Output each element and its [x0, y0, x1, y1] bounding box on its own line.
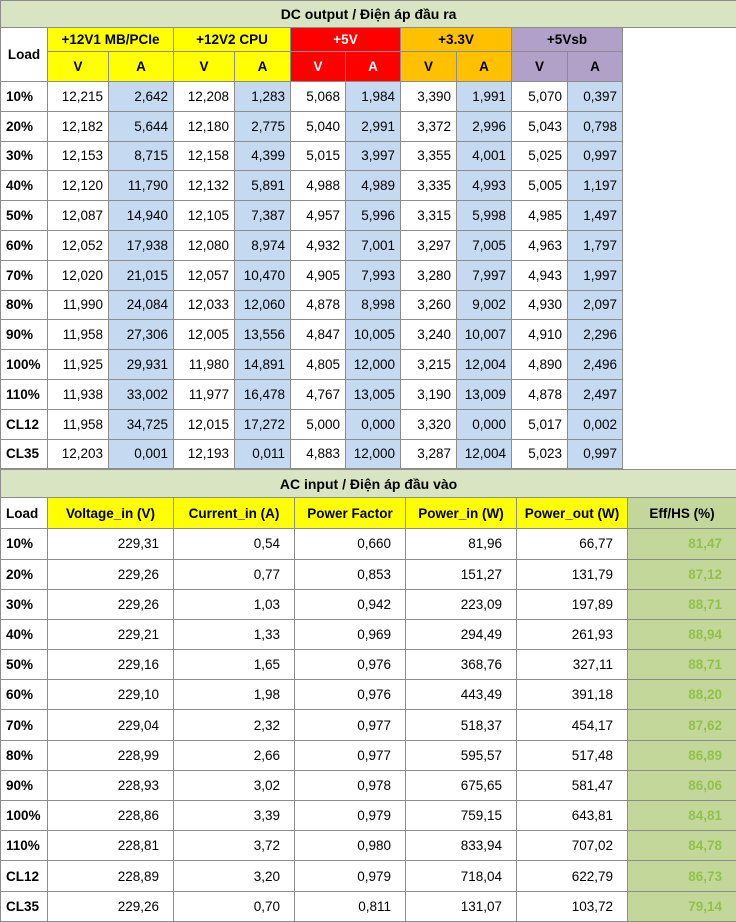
amp-cell-5v: 8,998 [346, 290, 401, 320]
power-factor-cell: 0,811 [295, 891, 406, 921]
amp-cell-5vsb: 1,997 [568, 260, 623, 290]
amp-cell-3v3: 5,998 [457, 201, 512, 231]
dc-load-cell: 90% [1, 320, 48, 350]
ac-row [1, 831, 736, 861]
power-in-cell: 759,15 [406, 801, 517, 831]
voltage-in-cell: 229,16 [48, 650, 174, 680]
power-in-cell: 833,94 [406, 831, 517, 861]
power-out-cell: 454,17 [517, 710, 628, 740]
volt-cell-12v1: 12,020 [48, 260, 109, 290]
amp-cell-12v1: 11,790 [109, 171, 174, 201]
power-factor-cell: 0,969 [295, 619, 406, 649]
power-in-cell: 151,27 [406, 559, 517, 589]
efficiency-cell: 88,71 [628, 650, 736, 680]
col-v-12v2: V [174, 52, 235, 82]
amp-cell-12v2: 13,556 [235, 320, 291, 350]
volt-cell-5vsb: 4,985 [512, 201, 568, 231]
amp-cell-3v3: 12,004 [457, 439, 512, 469]
amp-cell-5v: 12,000 [346, 439, 401, 469]
ac-load-cell: 110% [1, 831, 48, 861]
ac-row [1, 680, 736, 710]
volt-cell-5vsb: 4,963 [512, 230, 568, 260]
volt-cell-5v: 4,847 [291, 320, 346, 350]
efficiency-cell: 88,94 [628, 619, 736, 649]
volt-cell-3v3: 3,297 [401, 230, 457, 260]
volt-cell-12v2: 12,015 [174, 409, 235, 439]
volt-cell-12v2: 12,080 [174, 230, 235, 260]
volt-cell-12v2: 12,057 [174, 260, 235, 290]
power-factor-cell: 0,977 [295, 710, 406, 740]
power-in-cell: 595,57 [406, 740, 517, 770]
ac-header-3: Power Factor [295, 498, 406, 529]
volt-cell-5v: 5,015 [291, 141, 346, 171]
volt-cell-5vsb: 5,005 [512, 171, 568, 201]
amp-cell-3v3: 4,001 [457, 141, 512, 171]
volt-cell-5vsb: 4,930 [512, 290, 568, 320]
volt-cell-5v: 5,000 [291, 409, 346, 439]
amp-cell-5v: 10,005 [346, 320, 401, 350]
ac-load-cell: 30% [1, 589, 48, 619]
efficiency-cell: 79,14 [628, 891, 736, 921]
amp-cell-5v: 7,001 [346, 230, 401, 260]
ac-header-0: Load [1, 498, 48, 529]
amp-cell-3v3: 0,000 [457, 409, 512, 439]
ac-load-cell: 50% [1, 650, 48, 680]
current-in-cell: 1,03 [174, 589, 295, 619]
amp-cell-12v2: 14,891 [235, 350, 291, 380]
dc-load-cell: 30% [1, 141, 48, 171]
efficiency-cell: 84,81 [628, 801, 736, 831]
rail-header-12v2: +12V2 CPU [174, 28, 291, 52]
rail-header-12v1: +12V1 MB/PCIe [48, 28, 174, 52]
ac-header-1: Voltage_in (V) [48, 498, 174, 529]
efficiency-cell: 88,20 [628, 680, 736, 710]
current-in-cell: 2,66 [174, 740, 295, 770]
amp-cell-3v3: 9,002 [457, 290, 512, 320]
amp-cell-12v2: 4,399 [235, 141, 291, 171]
volt-cell-12v1: 11,938 [48, 379, 109, 409]
current-in-cell: 1,33 [174, 619, 295, 649]
amp-cell-5vsb: 2,496 [568, 350, 623, 380]
power-out-cell: 327,11 [517, 650, 628, 680]
volt-cell-12v1: 11,990 [48, 290, 109, 320]
current-in-cell: 1,98 [174, 680, 295, 710]
dc-load-cell: CL35 [1, 439, 48, 469]
volt-cell-5vsb: 5,017 [512, 409, 568, 439]
current-in-cell: 3,72 [174, 831, 295, 861]
amp-cell-12v2: 1,283 [235, 82, 291, 112]
amp-cell-5v: 7,993 [346, 260, 401, 290]
amp-cell-5v: 1,984 [346, 82, 401, 112]
efficiency-cell: 86,89 [628, 740, 736, 770]
current-in-cell: 2,32 [174, 710, 295, 740]
volt-cell-5vsb: 5,023 [512, 439, 568, 469]
power-factor-cell: 0,853 [295, 559, 406, 589]
ac-load-cell: CL12 [1, 861, 48, 891]
amp-cell-5vsb: 0,997 [568, 439, 623, 469]
amp-cell-3v3: 13,009 [457, 379, 512, 409]
amp-cell-12v1: 33,002 [109, 379, 174, 409]
dc-load-cell: 100% [1, 350, 48, 380]
power-factor-cell: 0,979 [295, 801, 406, 831]
power-in-cell: 718,04 [406, 861, 517, 891]
amp-cell-12v2: 8,974 [235, 230, 291, 260]
volt-cell-12v2: 12,132 [174, 171, 235, 201]
voltage-in-cell: 229,26 [48, 891, 174, 921]
col-v-3v3: V [401, 52, 457, 82]
amp-cell-12v1: 0,001 [109, 439, 174, 469]
dc-load-cell: 80% [1, 290, 48, 320]
volt-cell-12v2: 11,980 [174, 350, 235, 380]
amp-cell-3v3: 7,997 [457, 260, 512, 290]
voltage-in-cell: 228,93 [48, 770, 174, 800]
power-out-cell: 707,02 [517, 831, 628, 861]
current-in-cell: 0,77 [174, 559, 295, 589]
volt-cell-12v2: 12,180 [174, 111, 235, 141]
col-a-5vsb: A [568, 52, 623, 82]
efficiency-cell: 86,73 [628, 861, 736, 891]
amp-cell-12v1: 17,938 [109, 230, 174, 260]
dc-load-cell: 10% [1, 82, 48, 112]
dc-load-cell: 20% [1, 111, 48, 141]
volt-cell-12v1: 11,925 [48, 350, 109, 380]
col-a-12v2: A [235, 52, 291, 82]
amp-cell-5v: 12,000 [346, 350, 401, 380]
amp-cell-12v1: 8,715 [109, 141, 174, 171]
volt-cell-3v3: 3,240 [401, 320, 457, 350]
voltage-in-cell: 229,26 [48, 589, 174, 619]
volt-cell-3v3: 3,315 [401, 201, 457, 231]
power-in-cell: 294,49 [406, 619, 517, 649]
ac-row [1, 710, 736, 740]
current-in-cell: 3,02 [174, 770, 295, 800]
amp-cell-5vsb: 1,197 [568, 171, 623, 201]
amp-cell-12v1: 21,015 [109, 260, 174, 290]
volt-cell-3v3: 3,260 [401, 290, 457, 320]
volt-cell-12v1: 12,120 [48, 171, 109, 201]
amp-cell-12v2: 7,387 [235, 201, 291, 231]
volt-cell-5v: 4,805 [291, 350, 346, 380]
amp-cell-12v2: 17,272 [235, 409, 291, 439]
ac-row [1, 861, 736, 891]
volt-cell-5v: 4,878 [291, 290, 346, 320]
dc-load-cell: CL12 [1, 409, 48, 439]
ac-load-cell: CL35 [1, 891, 48, 921]
volt-cell-5v: 5,068 [291, 82, 346, 112]
amp-cell-12v1: 14,940 [109, 201, 174, 231]
volt-cell-12v1: 12,203 [48, 439, 109, 469]
voltage-in-cell: 228,86 [48, 801, 174, 831]
dc-output-table [1, 1, 736, 469]
voltage-in-cell: 228,89 [48, 861, 174, 891]
volt-cell-5v: 5,040 [291, 111, 346, 141]
current-in-cell: 3,39 [174, 801, 295, 831]
dc-load-cell: 70% [1, 260, 48, 290]
power-factor-cell: 0,978 [295, 770, 406, 800]
amp-cell-5v: 2,991 [346, 111, 401, 141]
ac-load-cell: 80% [1, 740, 48, 770]
volt-cell-3v3: 3,215 [401, 350, 457, 380]
dc-load-cell: 60% [1, 230, 48, 260]
amp-cell-5vsb: 2,497 [568, 379, 623, 409]
ac-load-cell: 90% [1, 770, 48, 800]
volt-cell-3v3: 3,190 [401, 379, 457, 409]
amp-cell-5vsb: 2,097 [568, 290, 623, 320]
ac-load-cell: 10% [1, 529, 48, 559]
ac-row [1, 891, 736, 921]
col-v-5vsb: V [512, 52, 568, 82]
power-in-cell: 223,09 [406, 589, 517, 619]
power-out-cell: 517,48 [517, 740, 628, 770]
amp-cell-3v3: 4,993 [457, 171, 512, 201]
amp-cell-12v2: 10,470 [235, 260, 291, 290]
efficiency-cell: 88,71 [628, 589, 736, 619]
volt-cell-3v3: 3,320 [401, 409, 457, 439]
current-in-cell: 3,20 [174, 861, 295, 891]
ac-load-cell: 70% [1, 710, 48, 740]
voltage-in-cell: 228,81 [48, 831, 174, 861]
volt-cell-5v: 4,905 [291, 260, 346, 290]
amp-cell-12v2: 16,478 [235, 379, 291, 409]
rail-header-5vsb: +5Vsb [512, 28, 623, 52]
power-factor-cell: 0,979 [295, 861, 406, 891]
voltage-in-cell: 229,31 [48, 529, 174, 559]
dc-load-cell: 40% [1, 171, 48, 201]
amp-cell-5v: 3,997 [346, 141, 401, 171]
rail-header-3v3: +3.3V [401, 28, 512, 52]
ac-row [1, 589, 736, 619]
amp-cell-5vsb: 1,797 [568, 230, 623, 260]
efficiency-cell: 81,47 [628, 529, 736, 559]
ac-input-table [0, 469, 736, 921]
power-out-cell: 197,89 [517, 589, 628, 619]
amp-cell-5vsb: 0,002 [568, 409, 623, 439]
volt-cell-12v2: 11,977 [174, 379, 235, 409]
col-v-12v1: V [48, 52, 109, 82]
amp-cell-5v: 13,005 [346, 379, 401, 409]
power-in-cell: 131,07 [406, 891, 517, 921]
amp-cell-12v1: 24,084 [109, 290, 174, 320]
amp-cell-12v1: 27,306 [109, 320, 174, 350]
amp-cell-3v3: 10,007 [457, 320, 512, 350]
power-out-cell: 103,72 [517, 891, 628, 921]
ac-load-cell: 20% [1, 559, 48, 589]
power-in-cell: 443,49 [406, 680, 517, 710]
volt-cell-12v2: 12,005 [174, 320, 235, 350]
voltage-in-cell: 229,04 [48, 710, 174, 740]
voltage-in-cell: 229,10 [48, 680, 174, 710]
col-a-5v: A [346, 52, 401, 82]
voltage-in-cell: 228,99 [48, 740, 174, 770]
volt-cell-3v3: 3,280 [401, 260, 457, 290]
volt-cell-3v3: 3,335 [401, 171, 457, 201]
volt-cell-5v: 4,932 [291, 230, 346, 260]
col-a-3v3: A [457, 52, 512, 82]
dc-load-cell: 110% [1, 379, 48, 409]
volt-cell-12v1: 12,087 [48, 201, 109, 231]
amp-cell-5vsb: 1,497 [568, 201, 623, 231]
amp-cell-12v2: 12,060 [235, 290, 291, 320]
volt-cell-5vsb: 5,043 [512, 111, 568, 141]
power-in-cell: 675,65 [406, 770, 517, 800]
amp-cell-12v1: 5,644 [109, 111, 174, 141]
volt-cell-5vsb: 5,070 [512, 82, 568, 112]
volt-cell-5vsb: 5,025 [512, 141, 568, 171]
power-out-cell: 643,81 [517, 801, 628, 831]
efficiency-cell: 86,06 [628, 770, 736, 800]
power-in-cell: 81,96 [406, 529, 517, 559]
volt-cell-12v1: 11,958 [48, 320, 109, 350]
current-in-cell: 0,70 [174, 891, 295, 921]
ac-header-5: Power_out (W) [517, 498, 628, 529]
ac-row [1, 740, 736, 770]
power-factor-cell: 0,980 [295, 831, 406, 861]
volt-cell-12v1: 11,958 [48, 409, 109, 439]
power-out-cell: 581,47 [517, 770, 628, 800]
efficiency-cell: 87,12 [628, 559, 736, 589]
volt-cell-5v: 4,767 [291, 379, 346, 409]
blank-area [623, 28, 736, 469]
power-out-cell: 622,79 [517, 861, 628, 891]
amp-cell-5vsb: 2,296 [568, 320, 623, 350]
power-factor-cell: 0,977 [295, 740, 406, 770]
power-out-cell: 261,93 [517, 619, 628, 649]
power-out-cell: 66,77 [517, 529, 628, 559]
col-a-12v1: A [109, 52, 174, 82]
col-v-5v: V [291, 52, 346, 82]
volt-cell-12v2: 12,158 [174, 141, 235, 171]
ac-row [1, 801, 736, 831]
amp-cell-5vsb: 0,997 [568, 141, 623, 171]
ac-row [1, 650, 736, 680]
ac-row [1, 619, 736, 649]
volt-cell-3v3: 3,287 [401, 439, 457, 469]
volt-cell-12v1: 12,215 [48, 82, 109, 112]
ac-load-cell: 40% [1, 619, 48, 649]
power-factor-cell: 0,976 [295, 680, 406, 710]
volt-cell-12v2: 12,208 [174, 82, 235, 112]
ac-row [1, 559, 736, 589]
volt-cell-12v1: 12,052 [48, 230, 109, 260]
current-in-cell: 1,65 [174, 650, 295, 680]
ac-title: AC input / Điện áp đầu vào [1, 470, 736, 498]
ac-header-6: Eff/HS (%) [628, 498, 736, 529]
ac-header-4: Power_in (W) [406, 498, 517, 529]
dc-title: DC output / Điện áp đầu ra [1, 1, 736, 28]
amp-cell-5v: 0,000 [346, 409, 401, 439]
volt-cell-5v: 4,883 [291, 439, 346, 469]
amp-cell-12v2: 2,775 [235, 111, 291, 141]
amp-cell-3v3: 7,005 [457, 230, 512, 260]
ac-load-cell: 60% [1, 680, 48, 710]
amp-cell-5vsb: 0,397 [568, 82, 623, 112]
volt-cell-5vsb: 4,943 [512, 260, 568, 290]
amp-cell-12v1: 2,642 [109, 82, 174, 112]
voltage-in-cell: 229,21 [48, 619, 174, 649]
power-in-cell: 518,37 [406, 710, 517, 740]
power-in-cell: 368,76 [406, 650, 517, 680]
amp-cell-5v: 5,996 [346, 201, 401, 231]
volt-cell-12v1: 12,182 [48, 111, 109, 141]
amp-cell-3v3: 2,996 [457, 111, 512, 141]
voltage-in-cell: 229,26 [48, 559, 174, 589]
dc-load-cell: 50% [1, 201, 48, 231]
ac-row [1, 529, 736, 559]
efficiency-cell: 84,78 [628, 831, 736, 861]
power-out-cell: 131,79 [517, 559, 628, 589]
power-factor-cell: 0,942 [295, 589, 406, 619]
volt-cell-5vsb: 4,910 [512, 320, 568, 350]
ac-load-cell: 100% [1, 801, 48, 831]
amp-cell-5vsb: 0,798 [568, 111, 623, 141]
amp-cell-12v2: 0,011 [235, 439, 291, 469]
volt-cell-5v: 4,988 [291, 171, 346, 201]
amp-cell-12v1: 34,725 [109, 409, 174, 439]
power-out-cell: 391,18 [517, 680, 628, 710]
volt-cell-3v3: 3,390 [401, 82, 457, 112]
amp-cell-3v3: 12,004 [457, 350, 512, 380]
ac-row [1, 770, 736, 800]
amp-cell-12v1: 29,931 [109, 350, 174, 380]
rail-header-5v: +5V [291, 28, 401, 52]
volt-cell-12v2: 12,105 [174, 201, 235, 231]
volt-cell-3v3: 3,372 [401, 111, 457, 141]
volt-cell-12v2: 12,193 [174, 439, 235, 469]
current-in-cell: 0,54 [174, 529, 295, 559]
amp-cell-12v2: 5,891 [235, 171, 291, 201]
volt-cell-5vsb: 4,890 [512, 350, 568, 380]
ac-header-2: Current_in (A) [174, 498, 295, 529]
efficiency-cell: 87,62 [628, 710, 736, 740]
volt-cell-3v3: 3,355 [401, 141, 457, 171]
volt-cell-5vsb: 4,878 [512, 379, 568, 409]
amp-cell-5v: 4,989 [346, 171, 401, 201]
volt-cell-5v: 4,957 [291, 201, 346, 231]
volt-cell-12v1: 12,153 [48, 141, 109, 171]
amp-cell-3v3: 1,991 [457, 82, 512, 112]
dc-load-header: Load [1, 28, 48, 82]
volt-cell-12v2: 12,033 [174, 290, 235, 320]
power-factor-cell: 0,660 [295, 529, 406, 559]
power-factor-cell: 0,976 [295, 650, 406, 680]
